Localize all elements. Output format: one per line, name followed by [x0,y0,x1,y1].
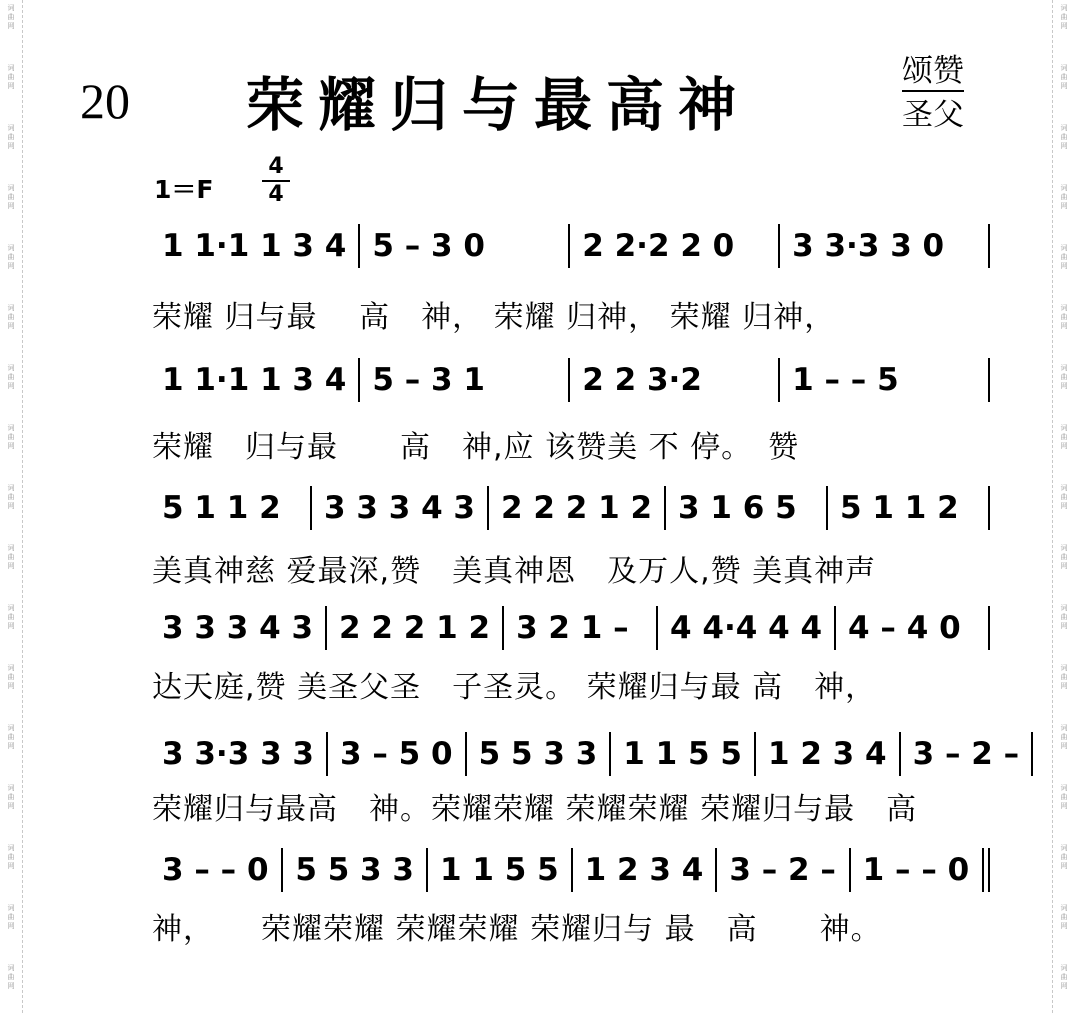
watermark-text: 词 曲 网 [7,124,15,150]
watermark-text: 词 曲 网 [7,364,15,390]
notation-row-2 [150,356,990,404]
watermark-text: 词 曲 网 [1060,664,1068,690]
key-signature: 1＝F [154,175,214,204]
notation-row-5 [150,730,1020,778]
lyric-row-4: 达天庭,赞 美圣父圣 子圣灵。 荣耀归与最 高 神， [152,670,877,705]
meter-bottom: 4 [268,182,284,207]
watermark-text: 词 曲 网 [7,64,15,90]
bar-line [988,486,990,530]
measure: 5 – 3 1 [372,362,485,398]
measure: 5 – 3 0 [372,228,485,264]
measure: 1 2 3 4 [584,852,704,888]
measure: 3 3 3 4 3 [162,610,314,646]
measure: 1 1 5 5 [440,852,559,888]
right-margin-strip [1052,0,1074,1013]
measure: 5 5 3 3 [295,852,414,888]
watermark-text: 词 曲 网 [1060,304,1068,330]
lyric-row-6: 神， 荣耀荣耀 荣耀荣耀 荣耀归与 最 高 神。 [152,912,882,947]
measure: 4 – 4 0 [848,610,961,646]
watermark-text: 词 曲 网 [7,424,15,450]
bar-line [988,358,990,402]
watermark-text: 词 曲 网 [7,964,15,990]
meter-top: 4 [262,154,290,182]
song-author: 圣父 [902,97,964,133]
notation-row-6 [150,846,990,894]
lyric-row-2: 荣耀 归与最 高 神,应 该赞美 不 停。 赞 [152,430,800,465]
watermark-text: 词 曲 网 [7,484,15,510]
measure: 3 1 6 5 [678,490,797,526]
watermark-text: 词 曲 网 [7,724,15,750]
watermark-text: 词 曲 网 [7,784,15,810]
measure: 3 – – 0 [162,852,269,888]
lyric-row-5: 荣耀归与最高 神。荣耀荣耀 荣耀荣耀 荣耀归与最 高 [152,792,918,827]
watermark-text: 词 曲 网 [1060,424,1068,450]
measure: 2 2·2 2 0 [582,228,735,264]
watermark-text: 词 曲 网 [1060,184,1068,210]
watermark-text: 词 曲 网 [1060,4,1068,30]
measure: 5 5 3 3 [478,736,598,772]
watermark-text: 词 曲 网 [7,904,15,930]
measure: 2 2 2 1 2 [339,610,491,646]
watermark-text: 词 曲 网 [1060,64,1068,90]
measure: 3 2 1 – [516,610,629,646]
watermark-text: 词 曲 网 [1060,784,1068,810]
lyric-row-3: 美真神慈 爱最深,赞 美真神恩 及万人,赞 美真神声 [152,554,877,589]
bar-line [1031,732,1033,776]
watermark-text: 词 曲 网 [1060,244,1068,270]
measure: 4 4·4 4 4 [670,610,823,646]
watermark-text: 词 曲 网 [7,844,15,870]
watermark-text: 词 曲 网 [1060,844,1068,870]
watermark-text: 词 曲 网 [7,664,15,690]
left-margin-strip [0,0,23,1013]
time-signature [262,154,290,208]
notation-row-1 [150,222,990,270]
watermark-text: 词 曲 网 [1060,484,1068,510]
measure: 3 – 5 0 [340,736,453,772]
measure: 2 2 2 1 2 [501,490,653,526]
watermark-text: 词 曲 网 [7,4,15,30]
measure: 2 2 3·2 [582,362,702,398]
measure: 1 1·1 1 3 4 [162,228,347,264]
measure: 5 1 1 2 [162,490,281,526]
song-title: 荣耀归与最高神 [246,71,751,139]
watermark-text: 词 曲 网 [7,244,15,270]
watermark-text: 词 曲 网 [7,184,15,210]
measure: 3 – 2 – [729,852,836,888]
watermark-text: 词 曲 网 [1060,904,1068,930]
bar-line [988,224,990,268]
watermark-text: 词 曲 网 [1060,724,1068,750]
measure: 1 1 5 5 [623,736,742,772]
measure: 1 – – 0 [862,852,970,888]
measure: 1 2 3 4 [767,736,887,772]
watermark-text: 词 曲 网 [1060,124,1068,150]
watermark-text: 词 曲 网 [1060,964,1068,990]
bar-line [988,606,990,650]
measure: 3 3·3 3 3 [162,736,315,772]
watermark-text: 词 曲 网 [1060,364,1068,390]
final-bar-line [982,848,984,892]
watermark-text: 词 曲 网 [7,604,15,630]
measure: 3 – 2 – [912,736,1020,772]
notation-row-3 [150,484,990,532]
song-category: 颂赞 [902,52,964,92]
lyric-row-1: 荣耀 归与最 高 神， 荣耀 归神， 荣耀 归神， [152,300,836,335]
measure: 1 1·1 1 3 4 [162,362,347,398]
watermark-text: 词 曲 网 [7,304,15,330]
watermark-text: 词 曲 网 [1060,544,1068,570]
watermark-text: 词 曲 网 [7,544,15,570]
measure: 3 3·3 3 0 [792,228,945,264]
measure: 1 – – 5 [792,362,899,398]
measure: 3 3 3 4 3 [323,490,476,526]
watermark-text: 词 曲 网 [1060,604,1068,630]
notation-row-4 [150,604,990,652]
song-number: 20 [80,73,130,129]
measure: 5 1 1 2 [840,490,959,526]
